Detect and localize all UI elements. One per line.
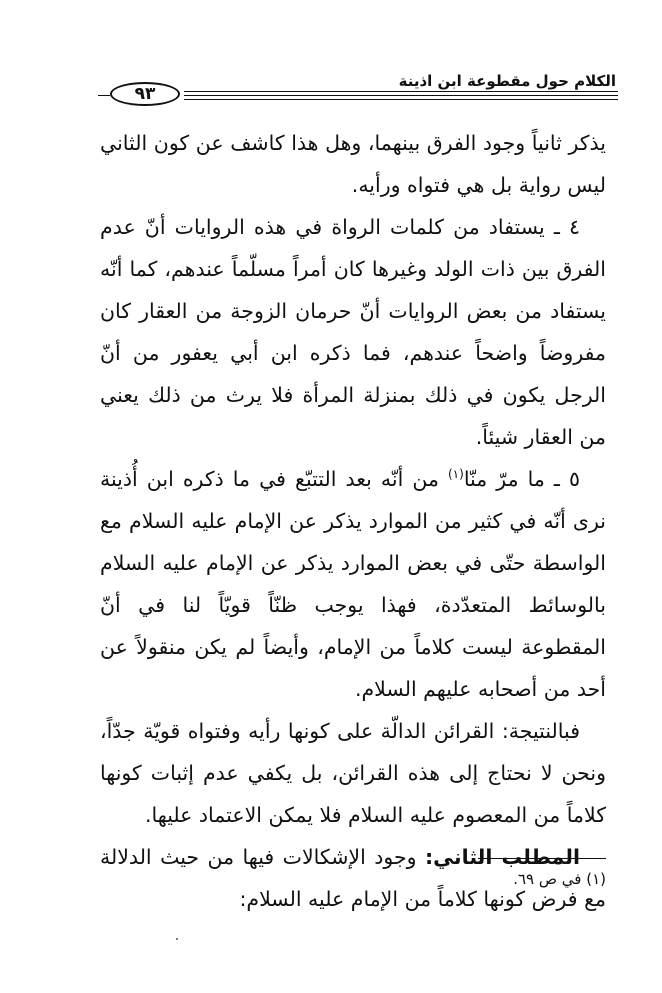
scan-speck — [176, 938, 178, 940]
section-text: وجود الإشكالات فيها من حيث الدلالة مع فرض كونها كلاماً من الإمام عليه السلام: — [100, 845, 606, 911]
header-rule-left — [98, 95, 110, 96]
page-number: ٩٣ — [110, 82, 180, 106]
paragraph-point-5 — [100, 458, 606, 710]
header-rule — [184, 99, 618, 100]
paragraph-point-5-rest: من أنّه بعد التتبّع في ما ذكره ابن أُذينة نرى أنّه في كثير من الموارد يذكر عن الإمام عليه السلام مع الواسطة حتّى في بعض الموارد يذكر عن الإمام عليه السلام بالوسائط المتعدّدة، فهذا يوجب ظنّاً قويّاً لنا في أنّ المقطوعة ليست كلاماً من الإمام، وأيضاً لم يكن منقولاً عن أحد من أصحابه عليهم السلام. — [100, 467, 606, 701]
paragraph-continued: يذكر ثانياً وجود الفرق بينهما، وهل هذا كاشف عن كون الثاني ليس رواية بل هي فتواه ورأيه. — [100, 131, 606, 197]
running-title: الكلام حول مقطوعة ابن اذينة — [398, 72, 616, 90]
body-text — [100, 122, 606, 920]
section-heading: المطلب الثاني: — [424, 845, 580, 869]
paragraph-point-5-start: ٥ ـ ما مرّ منّا — [463, 467, 580, 491]
paragraph-conclusion: فبالنتيجة: القرائن الدالّة على كونها رأيه وفتواه قويّة جدّاً، ونحن لا نحتاج إلى هذه القرائن، بل يكفي عدم إثبات كونها كلاماً من المعصوم عليه السلام فلا يمكن الاعتماد عليها. — [100, 719, 606, 827]
footnote: (١) في ص ٦٩. — [513, 870, 606, 888]
footnote-reference[interactable]: (١) — [447, 467, 464, 482]
header-rule — [184, 91, 618, 92]
footnote-separator — [478, 858, 606, 859]
paragraph-point-4: ٤ ـ يستفاد من كلمات الرواة في هذه الروايات أنّ عدم الفرق بين ذات الولد وغيرها كان أمراً مسلّماً عندهم، كما أنّه يستفاد من بعض الروايات أنّ حرمان الزوجة من العقار كان مفروضاً واضحاً عندهم، فما ذكره ابن أبي يعفور من أنّ الرجل يكون في ذلك بمنزلة المرأة فلا يرث من ذلك يعني من العقار شيئاً. — [100, 215, 606, 449]
header-rule — [184, 95, 618, 96]
